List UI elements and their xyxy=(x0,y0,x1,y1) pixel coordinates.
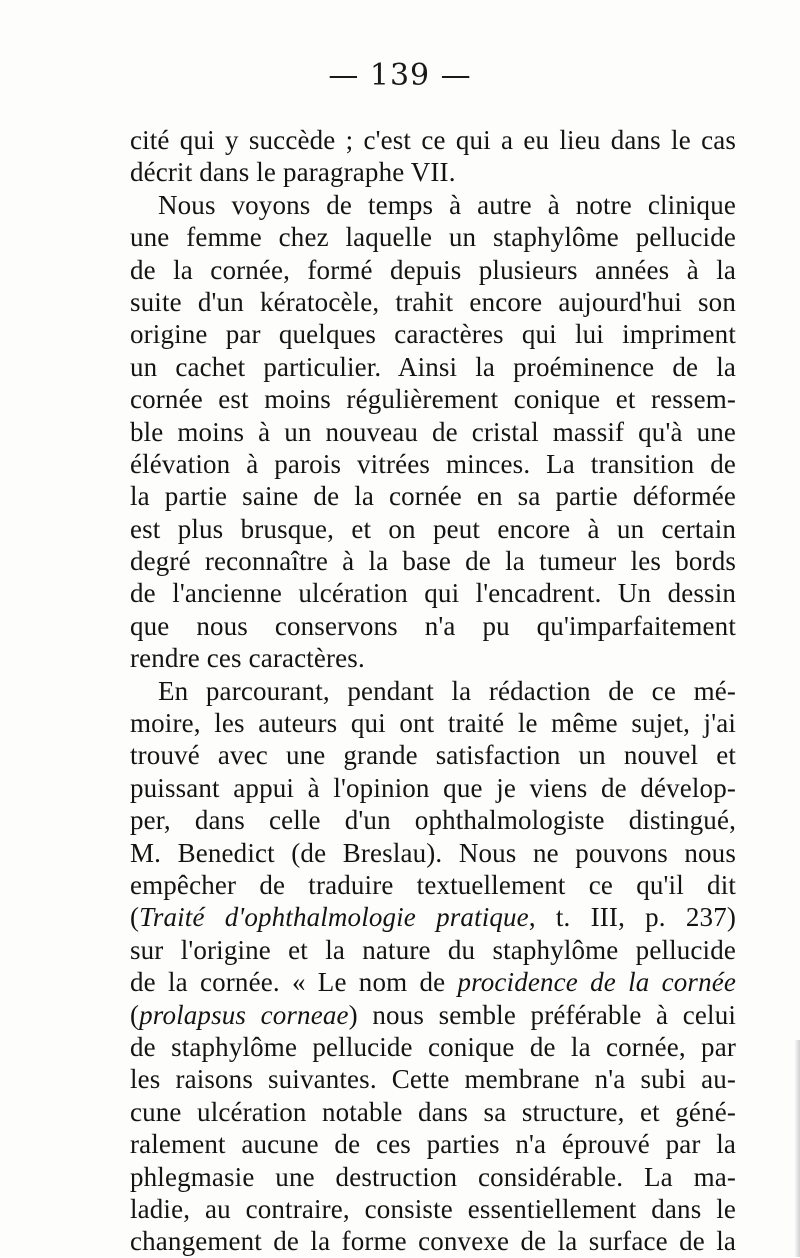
page-number: — 139 — xyxy=(328,58,472,93)
text-line: de la cornée. « Le nom de procidence de la cornée xyxy=(130,967,736,998)
text-line: (prolapsus corneae) nous semble préférable à celui xyxy=(130,999,736,1030)
italic-title: procidence de la cornée xyxy=(457,967,736,998)
text-line: origine par quelques caractères qui lui impriment xyxy=(130,319,736,350)
text-line: cornée est moins régulièrement conique et ressem- xyxy=(130,384,736,415)
text-line: de l'ancienne ulcération qui l'encadrent. Un dessin xyxy=(130,578,736,609)
text-line: cité qui y succède ; c'est ce qui a eu lieu dans le cas xyxy=(130,125,736,155)
text-line: En parcourant, pendant la rédaction de ce mé- xyxy=(158,675,736,706)
text-line: moire, les auteurs qui ont traité le même sujet, j'ai xyxy=(130,708,736,739)
text-line: ble moins à un nouveau de cristal massif qu'à une xyxy=(130,416,736,447)
text-line: trouvé avec une grande satisfaction un nouvel et xyxy=(130,740,736,771)
text-line: degré reconnaître à la base de la tumeur les bords xyxy=(130,546,736,577)
text-line: que nous conservons n'a pu qu'imparfaitement xyxy=(130,610,736,641)
italic-title: Traité d'ophthalmologie pratique xyxy=(139,902,529,933)
text-line: ralement aucune de ces parties n'a éprouvé par la xyxy=(130,1129,736,1160)
text-line: Nous voyons de temps à autre à notre clinique xyxy=(158,189,736,220)
text-line: ladie, au contraire, consiste essentiellement dans le xyxy=(130,1193,736,1224)
text-line: changement de la forme convexe de la surface de la xyxy=(130,1226,736,1257)
text-line: M. Benedict (de Breslau). Nous ne pouvons nous xyxy=(130,837,736,868)
text-line: puissant appui à l'opinion que je viens de dévelop- xyxy=(130,772,736,803)
text-line: décrit dans le paragraphe VII. xyxy=(130,157,456,188)
body-text xyxy=(130,124,736,1258)
text-line: de la cornée, formé depuis plusieurs années à la xyxy=(130,254,736,285)
text-line: une femme chez laquelle un staphylôme pellucide xyxy=(130,222,736,253)
text-line: élévation à parois vitrées minces. La transition de xyxy=(130,448,736,479)
text-line: rendre ces caractères. xyxy=(130,643,365,674)
text-line: phlegmasie une destruction considérable. La ma- xyxy=(130,1161,736,1192)
text-line: (Traité d'ophthalmologie pratique, t. III, p. 237) xyxy=(130,902,736,933)
text-line: cune ulcération notable dans sa structure, et géné- xyxy=(130,1096,736,1127)
text-line: les raisons suivantes. Cette membrane n'a subi au- xyxy=(130,1064,736,1095)
text-line: suite d'un kératocèle, trahit encore aujourd'hui son xyxy=(130,286,736,317)
italic-title: prolapsus corneae xyxy=(139,999,349,1030)
text-line: un cachet particulier. Ainsi la proéminence de la xyxy=(130,351,736,382)
text-line: est plus brusque, et on peut encore à un certain xyxy=(130,513,736,544)
page-edge-shadow xyxy=(794,1040,800,1257)
text-line: sur l'origine et la nature du staphylôme pellucide xyxy=(130,934,736,965)
text-line: per, dans celle d'un ophthalmologiste distingué, xyxy=(130,805,736,836)
text-line: la partie saine de la cornée en sa partie déformée xyxy=(130,481,736,512)
text-line: empêcher de traduire textuellement ce qu'il dit xyxy=(130,869,736,900)
text-line: de staphylôme pellucide conique de la cornée, par xyxy=(130,1031,736,1062)
